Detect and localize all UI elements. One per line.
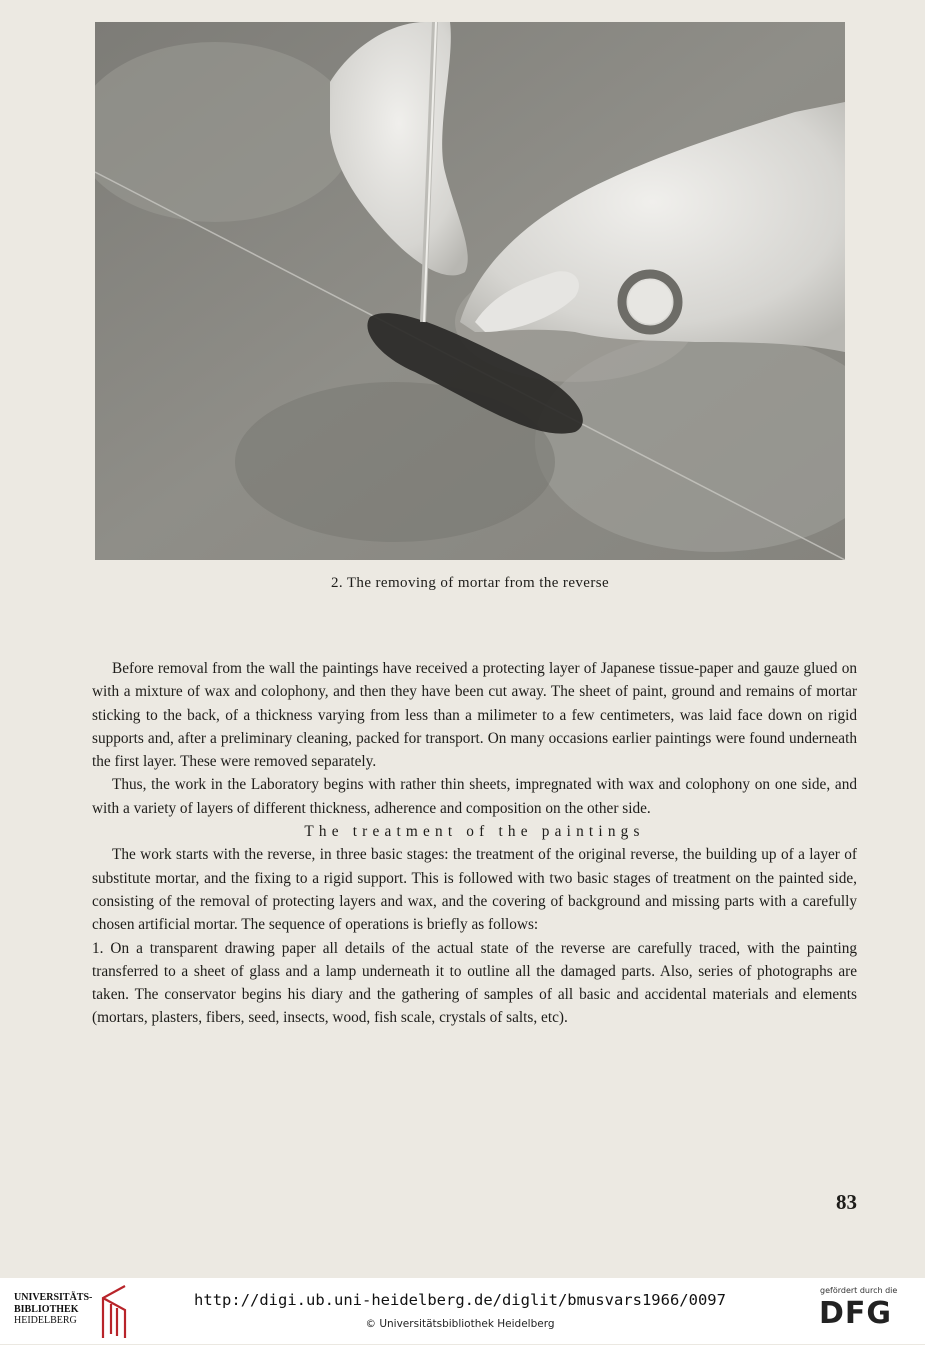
library-line-1: UNIVERSITÄTS-: [14, 1292, 93, 1303]
paragraph-removal: Before removal from the wall the paintings have received a protecting layer of Japanese tissue-paper and gauze glued on with a mixture of wax and colophony, and then they have been cut away. The sheet of paint, ground and remains of mortar sticking to the back, of a thickness varying from less than a milimeter to a few centimeters, was laid face down on rigid supports and, after a preliminary cleaning, packed for transport. On many occasions earlier paintings were found underneath the first layer. These were removed separately.: [92, 660, 857, 771]
permalink-url[interactable]: http://digi.ub.uni-heidelberg.de/diglit/bmusvars1966/0097: [194, 1291, 726, 1309]
section-heading: The treatment of the paintings: [304, 823, 645, 841]
library-line-3: HEIDELBERG: [14, 1315, 77, 1326]
photo-illustration: [95, 22, 845, 560]
paragraph-stages: The work starts with the reverse, in three basic stages: the treatment of the original reverse, the building up of a layer of substitute mortar, and the fixing to a rigid support. This is followed with two basic stages of treatment on the painted side, consisting of the removal of protecting layers and wax, and the covering of background and missing parts with a carefully chosen artificial mortar. The sequence of operations is briefly as follows:: [92, 846, 857, 934]
body-text: [92, 657, 857, 1030]
paragraph-step-1: 1. On a transparent drawing paper all details of the actual state of the reverse are carefully traced, with the painting transferred to a sheet of glass and a lamp underneath it to outline all the damaged parts. Also, series of photographs are taken. The conservator begins his diary and the gathering of samples of all basic and accidental materials and elements (mortars, plasters, fibers, seed, insects, wood, fish scale, crystals of salts, etc).: [92, 939, 857, 1027]
library-name: [14, 1292, 92, 1327]
dfg-logo: DFG: [819, 1296, 893, 1331]
figure-caption: 2. The removing of mortar from the reverse: [330, 575, 610, 591]
library-logo-icon: [95, 1284, 129, 1345]
page-number: 83: [836, 1190, 857, 1214]
digitization-footer: [0, 1278, 925, 1344]
paragraph-laboratory: Thus, the work in the Laboratory begins with rather thin sheets, impregnated with wax and colophony on one side, and with a variety of layers of different thickness, adherence and composition on the other side.: [92, 776, 857, 817]
funded-by-label: gefördert durch die: [820, 1286, 898, 1295]
photograph-hands-removing-mortar: [95, 22, 845, 560]
copyright-notice: © Universitätsbibliothek Heidelberg: [365, 1318, 555, 1330]
library-line-2: BIBLIOTHEK: [14, 1303, 79, 1315]
